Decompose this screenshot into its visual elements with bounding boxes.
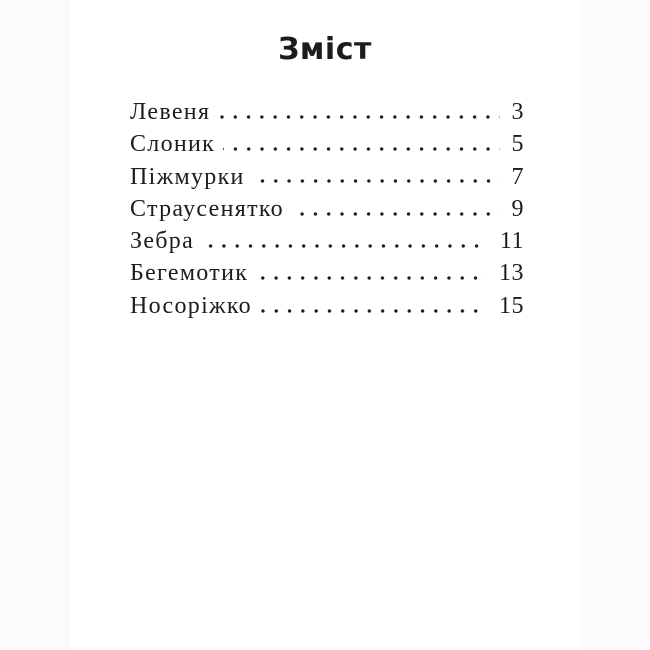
page-edge-left — [0, 0, 70, 650]
toc-entry-label: Слоник — [130, 131, 216, 158]
table-of-contents — [130, 96, 524, 322]
toc-entry-label: Бегемотик — [130, 260, 249, 287]
toc-entry-label: Страусенятко — [130, 195, 284, 222]
toc-entry-label: Левеня — [130, 99, 211, 125]
toc-entry-label: Піжмурки — [130, 163, 245, 190]
toc-page-number: 9 — [511, 195, 524, 222]
toc-entry-label: Зебра — [130, 228, 195, 255]
toc-leader-dots — [260, 309, 487, 313]
page-title: Зміст — [278, 32, 372, 67]
toc-entry — [130, 128, 524, 160]
toc-entry-label: Носоріжко — [130, 292, 252, 319]
page-edge-right — [580, 0, 650, 650]
toc-page-number: 11 — [499, 228, 524, 255]
toc-entry — [130, 290, 524, 322]
toc-entry — [130, 225, 524, 257]
toc-entry — [130, 161, 524, 193]
toc-leader-dots — [292, 212, 500, 216]
toc-entry — [130, 257, 524, 289]
toc-leader-dots — [223, 147, 499, 151]
toc-page-number: 5 — [511, 131, 524, 158]
toc-entry — [130, 193, 524, 225]
toc-leader-dots — [256, 276, 487, 280]
toc-entry — [130, 96, 524, 128]
toc-leader-dots — [202, 244, 488, 248]
toc-page-number: 13 — [499, 260, 524, 287]
toc-leader-dots — [253, 179, 500, 183]
toc-page-number: 7 — [511, 163, 524, 190]
toc-page-number: 15 — [499, 292, 524, 319]
toc-page-number: 3 — [511, 99, 524, 125]
toc-leader-dots — [218, 115, 499, 119]
